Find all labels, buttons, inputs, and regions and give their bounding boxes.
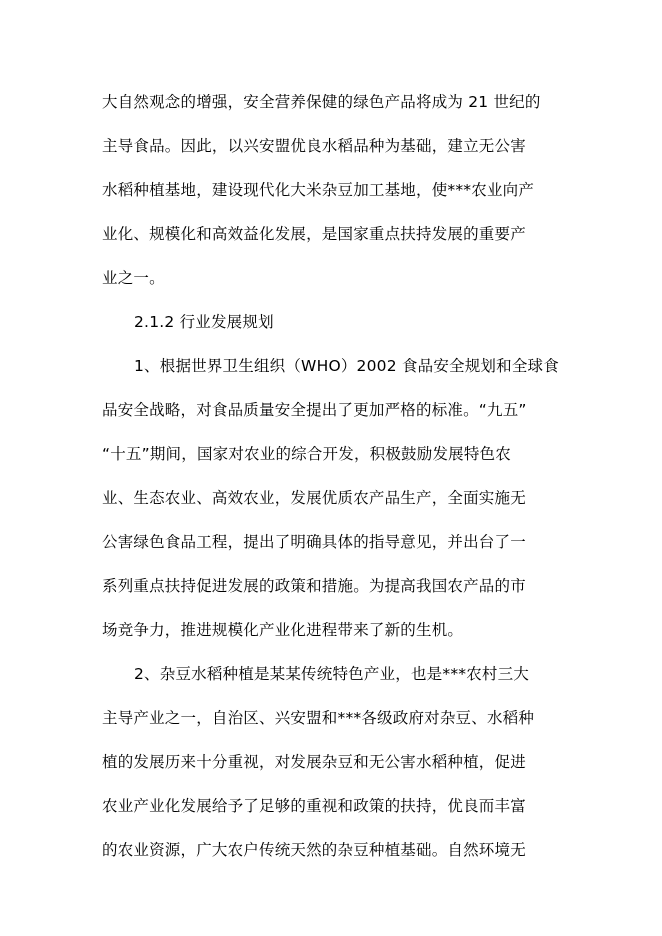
text-line: 大自然观念的增强，安全营养保健的绿色产品将成为 21 世纪的	[102, 93, 541, 111]
text-line: 场竞争力，推进规模化产业化进程带来了新的生机。	[102, 621, 464, 639]
text-line: 业之一。	[102, 269, 165, 287]
text-line: 公害绿色食品工程，提出了明确具体的指导意见，并出台了一	[102, 533, 526, 551]
section-heading: 2.1.2 行业发展规划	[134, 313, 274, 331]
text-line: 主导产业之一，自治区、兴安盟和***各级政府对杂豆、水稻种	[102, 709, 535, 727]
text-line: 2、杂豆水稻种植是某某传统特色产业，也是***农村三大	[134, 665, 530, 683]
text-line: 水稻种植基地，建设现代化大米杂豆加工基地，使***农业向产	[102, 181, 535, 199]
text-line: 业、生态农业、高效农业，发展优质农产品生产，全面实施无	[102, 489, 526, 507]
text-line: 主导食品。因此，以兴安盟优良水稻品种为基础，建立无公害	[102, 137, 526, 155]
text-line: 农业产业化发展给予了足够的重视和政策的扶持，优良而丰富	[102, 797, 526, 815]
text-line: 系列重点扶持促进发展的政策和措施。为提高我国农产品的市	[102, 577, 526, 595]
text-line: 品安全战略，对食品质量安全提出了更加严格的标准。“九五”	[102, 401, 527, 419]
text-line: “十五”期间，国家对农业的综合开发，积极鼓励发展特色农	[102, 445, 511, 463]
text-line: 1、根据世界卫生组织（WHO）2002 食品安全规划和全球食	[134, 357, 559, 375]
text-line: 的农业资源，广大农户传统天然的杂豆种植基础。自然环境无	[102, 841, 526, 859]
text-line: 植的发展历来十分重视，对发展杂豆和无公害水稻种植，促进	[102, 753, 526, 771]
text-line: 业化、规模化和高效益化发展，是国家重点扶持发展的重要产	[102, 225, 526, 243]
